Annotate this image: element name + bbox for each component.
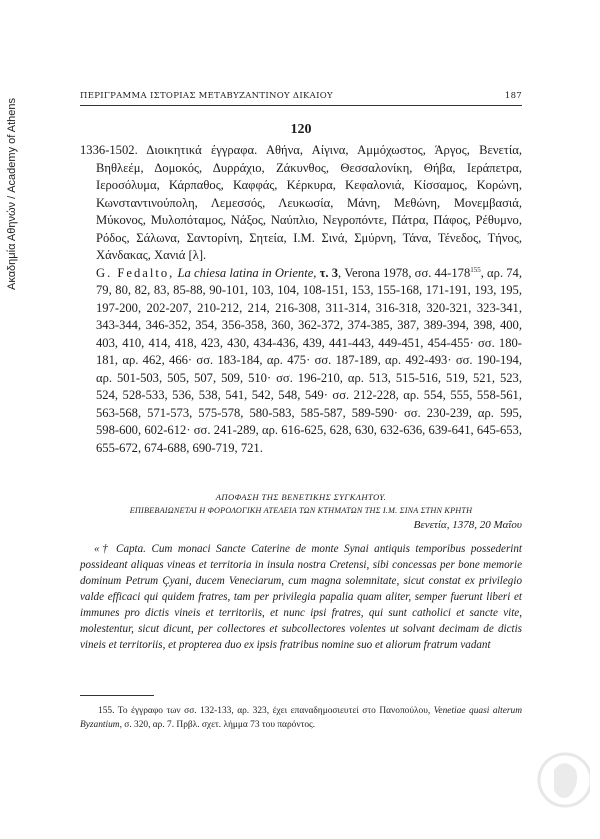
entry-volume: τ. 3 bbox=[319, 265, 339, 280]
document-title-block bbox=[80, 491, 522, 533]
footnote-italic-title: Venetiae quasi alterum Byzantium bbox=[80, 706, 523, 730]
entry-reference-list: , αρ. 74, 79, 80, 82, 83, 85-88, 90-101, 103, 104, 108-151, 153, 155-168, 171-191, 193, 195, 197-200, 202-207, 210-212, 214, 216-308, 311-314, 316-318, 320-321, 323-341, 343-344, 346-352, 354, 356-358, 360, 362-372, 374-385, 387, 389-394, 398, 400, 403, 410, 414, 418, 423, 430, 434-436, 439, 441-443, 449-451, 454-455· σσ. 180-181, αρ. 462, 466· σσ. 183-184, αρ. 475· σσ. 187-189, αρ. 492-493· σσ. 190-194, αρ. 501-503, 505, 507, 509, 510· σσ. 196-210, αρ. 513, 515-516, 519, 521, 523, 524, 528-533, 536, 538, 541, 542, 548, 549· σσ. 212-228, αρ. 554, 555, 558-561, 563-568, 571-573, 575-578, 580-583, 585-587, 589-590· σσ. 230-239, αρ. 595, 598-600, 602-612· σσ. 241-289, αρ. 616-625, 628, 630, 632-636, 639-641, 645-653, 655-672, 674-688, 690-719, 721. bbox=[96, 265, 522, 455]
academy-watermark-logo bbox=[470, 740, 590, 820]
document-date: Βενετία, 1378, 20 Μαΐου bbox=[413, 519, 522, 531]
entry-lead: 1336-1502. Διοικητικά έγγραφα. Αθήνα, Αίγινα, Αμμόχωστος, Άργος, Βενετία, Βηθλεέμ, Δομοκός, Δυρράχιο, Ζάκυνθος, Θεσσαλονίκη, Θήβα, Ιεράπετρα, Ιεροσόλυμα, Κάρπαθος, Καφφάς, Κέρκυρα, Κεφαλονιά, Κίσσαμος, Κορώνη, Κωνσταντινούπολη, Λεμεσσός, Λευκωσία, Μάνη, Μεθώνη, Μονεμβασιά, Μύκονος, Μυλοπόταμος, Νάξος, Ναύπλιο, Νεγροπόντε, Πάτρα, Πάφος, Ρέθυμνο, Ρόδος, Σάλωνα, Σαντορίνη, Σητεία, Ι.Μ. Σινά, Σμύρνη, Τάνα, Τένεδος, Τήνος, Χάνδακας, Χανιά [λ]. bbox=[80, 143, 522, 262]
document-title-line-2: ΕΠΙΒΕΒΑΙΩΝΕΤΑΙ Η ΦΟΡΟΛΟΓΙΚΗ ΑΤΕΛΕΙΑ ΤΩΝ ΚΤΗΜΑΤΩΝ ΤΗΣ Ι.Μ. ΣΙΝΑ ΣΤΗΝ ΚΡΗΤΗ bbox=[129, 506, 473, 515]
footnote-reference: 155 bbox=[470, 265, 481, 274]
entry-author: G. Fedalto, bbox=[96, 265, 175, 280]
entry-work-title: La chiesa latina in Oriente bbox=[177, 265, 314, 280]
document-number: 120 bbox=[290, 122, 312, 137]
running-header bbox=[80, 91, 522, 106]
footnote-rest: , σ. 320, αρ. 7. Πρβλ. σχετ. λήμμα 73 του παρόντος. bbox=[119, 720, 316, 730]
footnote bbox=[80, 704, 522, 732]
page-number: 187 bbox=[504, 91, 522, 101]
latin-document-text: «† Capta. Cum monaci Sancte Caterine de monte Synai antiquis temporibus possederint possideant aliquas vineas et territoria in insula nostra Cretensi, sibi concessas per bone memorie dominum Petrum Çyani, ducem Veneciarum, cum magna solemnitate, sicut constat ex privilegio valde efficaci qui quidem fratres, tam per privilegia papalia quam aliter, semper fuerunt liberi et immunes pro dictis vineis et territoriis, et nunc ipsi fratres, qui sunt catholici et sancte vite, molestentur, sicut dicunt, per collectores et subcollectores volentes ut solvant decimam de dictis vineis et territoriis, et propterea duo ex ipsis fratribus nomine suo et aliorum fratrum vadant bbox=[80, 543, 522, 651]
running-title: ΠΕΡΙΓΡΑΜΜΑ ΙΣΤΟΡΙΑΣ ΜΕΤΑΒΥΖΑΝΤΙΝΟΥ ΔΙΚΑΙΟΥ bbox=[80, 91, 333, 101]
entry-place-year: , Verona 1978, σσ. 44-178 bbox=[338, 265, 471, 280]
footnote-divider bbox=[80, 695, 154, 696]
footnote-text: 155. Το έγγραφο των σσ. 132-133, αρ. 323, έχει επαναδημοσιευτεί στο Πανοπούλου, bbox=[98, 706, 434, 716]
document-entry bbox=[80, 142, 522, 457]
entry-references: G. Fedalto, La chiesa latina in Oriente, τ. 3, Verona 1978, σσ. $44-178^{155}$, αρ. 74, 79, 80, 82, 83, 85-88, 90-101, 103, 104, 108-151, 153, 155-168, 171-191, 193, 195, 197-200, 202-207, 210-212, 214, 216-308, 311-314, 316-318, 320-321, 323-341, 343-344, 346-352, 354, 356-358, 360, 362-372, 374-385, 387, 389-394, 398, 400, 403, 410, 414, 418, 423, 430, 434-436, 439, 441-443, 449-451, 454-455· σσ. 180-181, αρ. 462, 466· σσ. 183-184, αρ. 475· σσ. 187-189, αρ. 492-493· σσ. 190-194, αρ. 501-503, 505, 507, 509, 510· σσ. 196-210, αρ. 513, 515-516, 519, 521, 523, 524, 528-533, 536, 538, 541, 542, 548, 549· σσ. 212-228, αρ. 554, 555, 558-561, 563-568, 571-573, 575-578, 580-583, 585-587, 589-590· σσ. 230-239, αρ. 595, 598-600, 602-612· σσ. 241-289, αρ. 616-625, 628, 630, 632-636, 639-641, 645-653, 655-672, 674-688, 690-719, 721. bbox=[96, 265, 522, 455]
document-title-line-1: ΑΠΟΦΑΣΗ ΤΗΣ ΒΕΝΕΤΙΚΗΣ ΣΥΓΚΛΗΤΟΥ. bbox=[215, 492, 387, 502]
archive-side-label: Ακαδημία Αθηνών / Academy of Athens bbox=[6, 97, 18, 290]
